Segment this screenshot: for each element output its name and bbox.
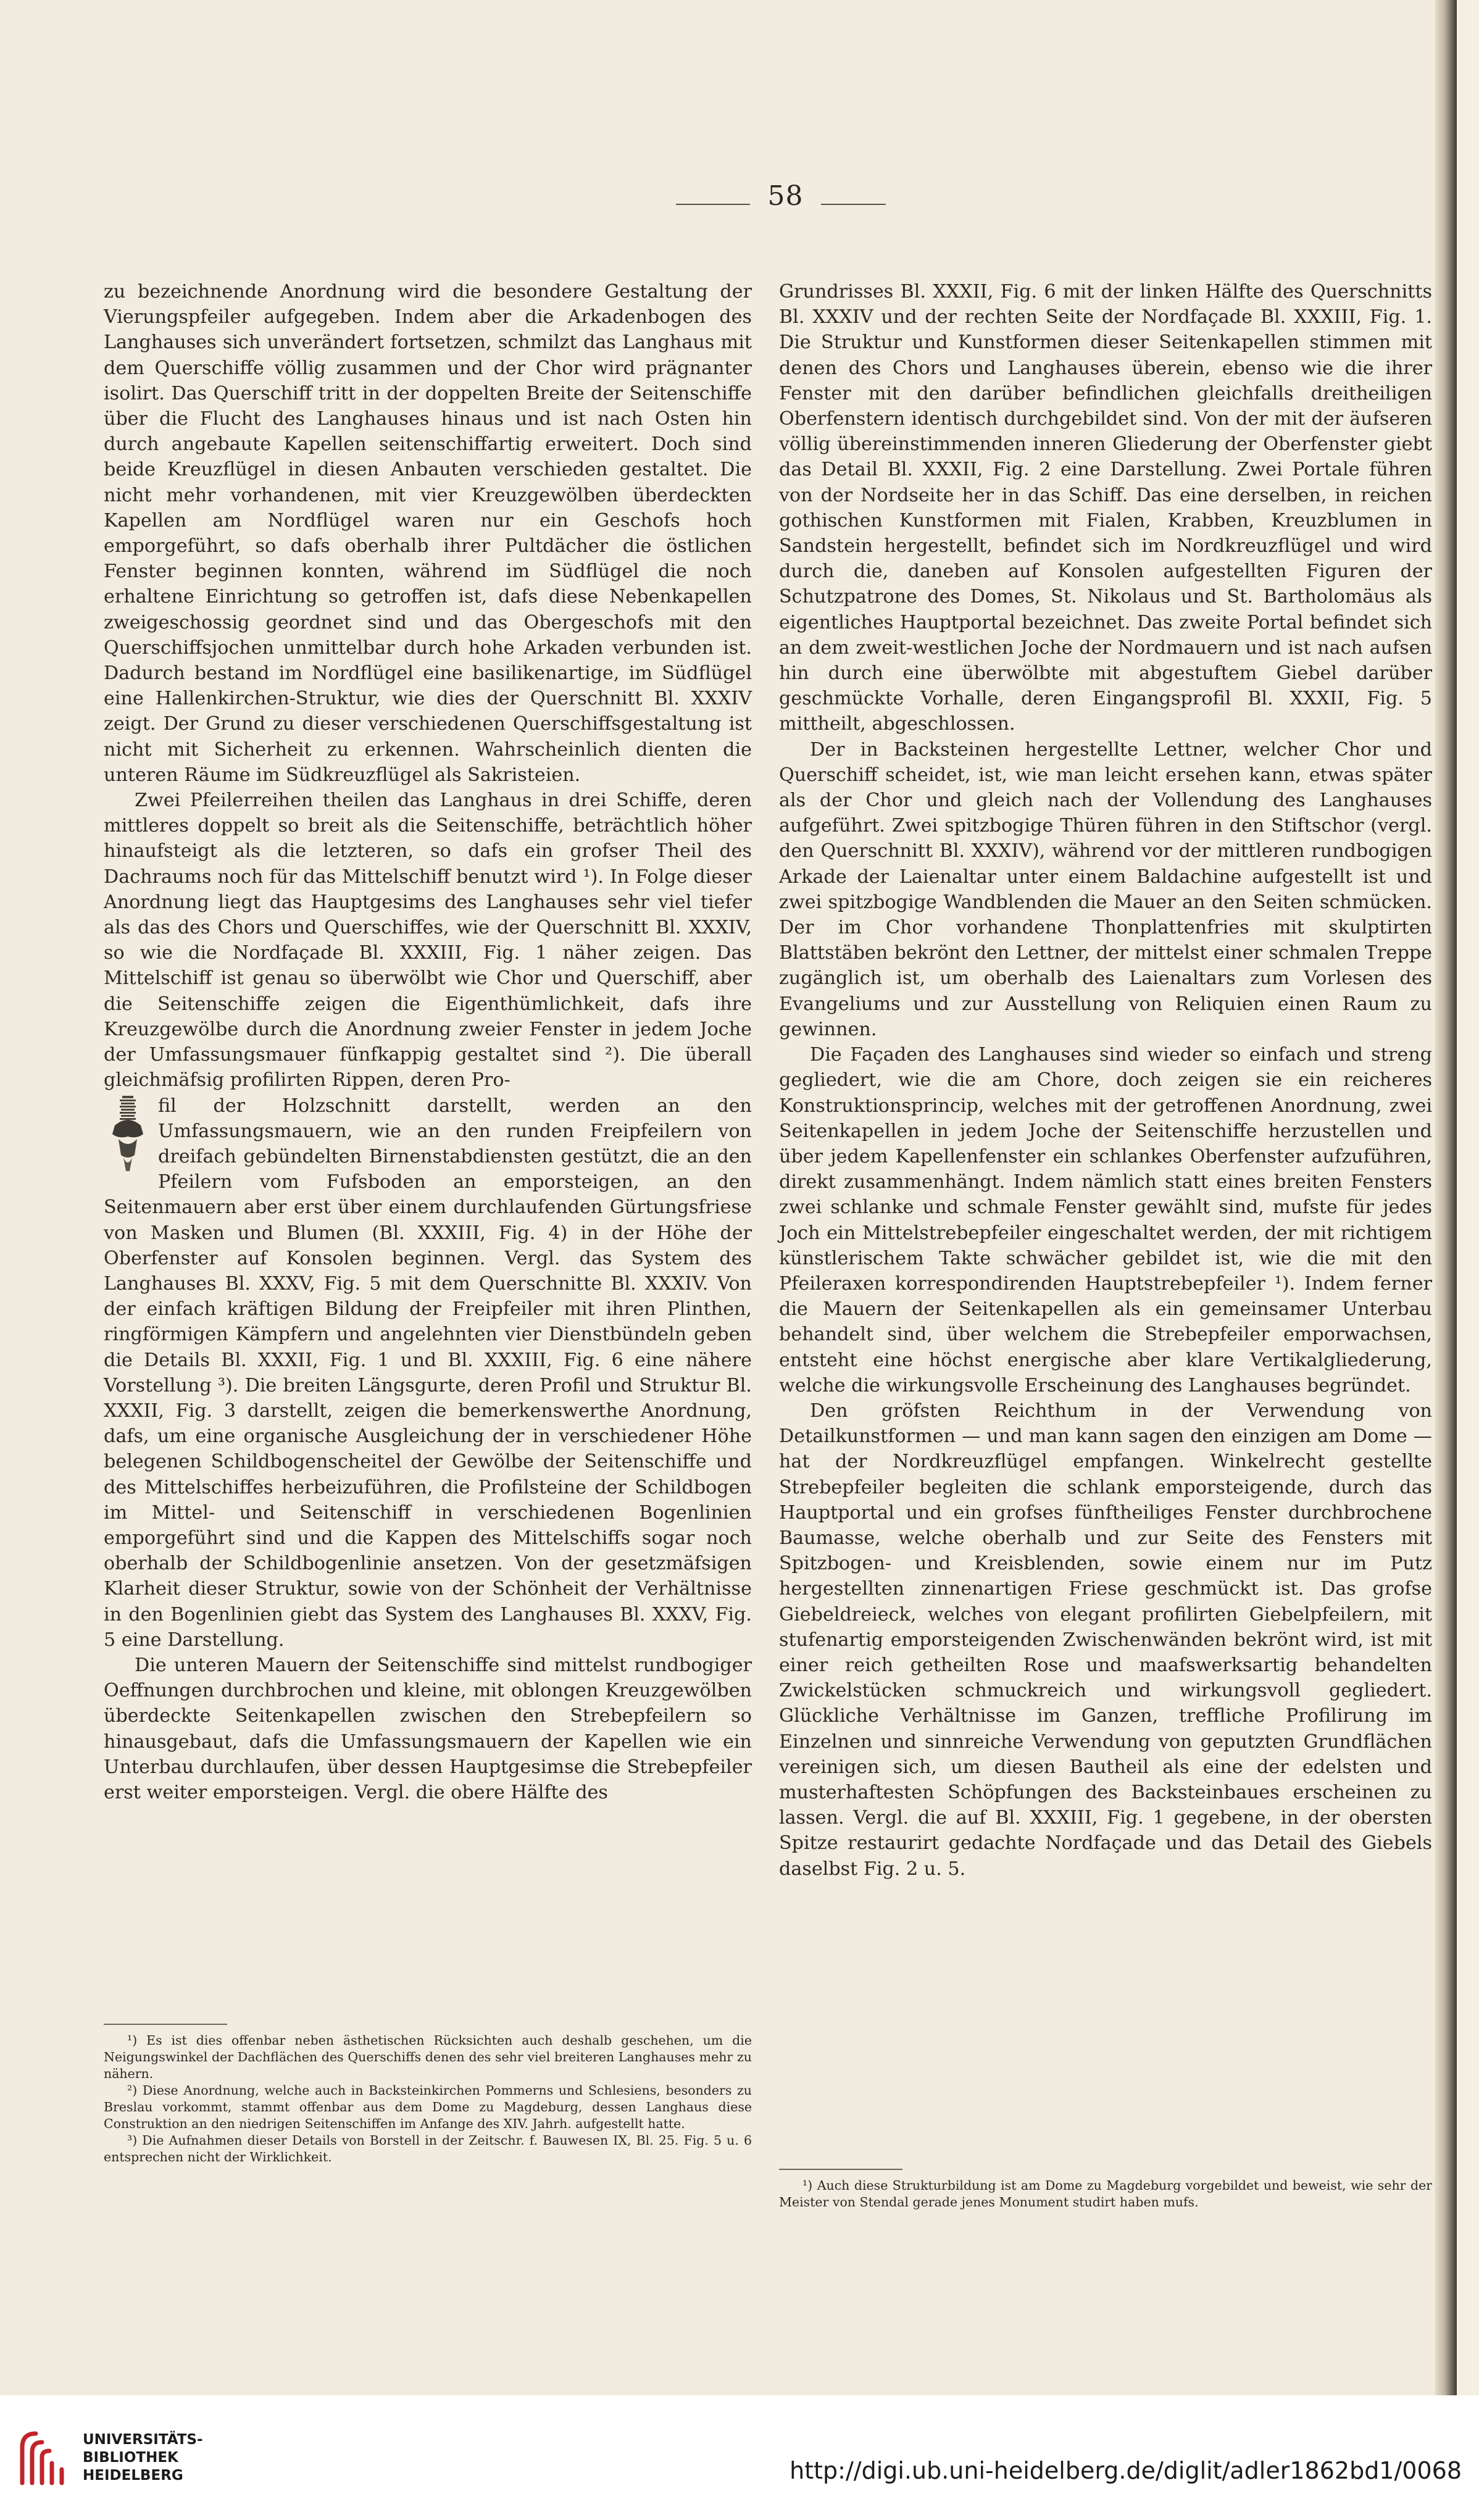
library-name-line: BIBLIOTHEK [83,2450,178,2466]
paragraph: Den gröfsten Reichthum in der Verwendung von Detailkunstformen — und man kann sagen den einzigen am Dome — hat der Nordkreuzflügel empfangen. Winkelrecht gestellte Strebepfeiler begleiten die schlank emporsteigende, durch das Hauptportal und ein grofses fünftheiliges Fenster durchbrochene Baumasse, welche oberhalb und zur Seite des Fensters mit Spitzbogen- und Kreisblenden, sowie einem nur im Putz hergestellten zinnenartigen Friese geschmückt ist. Das grofse Giebeldreieck, welches von elegant profilirten Giebelpfeilern, mit stufenartig emporsteigenden Zwischenwänden bekrönt wird, ist mit einer reich getheilten Rose und maafswerksartig behandelten Zwickelstücken schmuckreich und wirkungsvoll gegliedert. Glückliche Verhältnisse im Ganzen, treffliche Profilirung im Einzelnen und sinnreiche Verwendung von geputzten Grundflächen vereinigen sich, um diesen Bautheil als eine der edelsten und musterhaftesten Schöpfungen des Backsteinbaues erscheinen zu lassen. Vergl. die auf Bl. XXXIII, Fig. 1 gegebene, in der obersten Spitze restaurirt gedachte Nordfaçade und das Detail des Giebels daselbst Fig. 2 u. 5. [779,1400,1432,1880]
footnote: ²) Diese Anordnung, welche auch in Backsteinkirchen Pommerns und Schlesiens, besonders zu Breslau vorkommt, stammt offenbar aus dem Dome zu Magdeburg, dessen Langhaus diese Construktion an den niedrigen Seitenschiffen im Anfange des XIV. Jahrh. aufgestellt hatte. [104,2083,752,2131]
library-name [83,2431,203,2485]
paragraph-text: fil der Holzschnitt darstellt, werden an den Umfassungsmauern, wie an den runden Freipfeilern von dreifach gebündelten Birnenstabdiensten gestützt, die an den Pfeilern vom Fufsboden an emporsteigen, an den Seitenmauern aber erst über einem durchlaufenden Gürtungsfriese von Masken und Blumen (Bl. XXXIII, Fig. 4) in der Höhe der Oberfenster auf Konsolen beginnen. Vergl. das System des Langhauses Bl. XXXV, Fig. 5 mit dem Querschnitte Bl. XXXIV. Von der einfach kräftigen Bildung der Freipfeiler mit ihren Plinthen, ringförmigen Kämpfern und angelehnten vier Dienstbündeln geben die Details Bl. XXXII, Fig. 1 und Bl. XXXIII, Fig. 6 eine nähere Vorstellung ³). Die breiten Längsgurte, deren Profil und Struktur Bl. XXXII, Fig. 3 darstellt, zeigen die bemerkenswerthe Anordnung, dafs, um eine organische Ausgleichung der in verschiedener Höhe belegenen Schildbogenscheitel der Gewölbe der Seitenschiffe und des Mittelschiffes herbeizuführen, die Profilsteine der Schildbogen im Mittel- und Seitenschiff in verschiedenen Bogenlinien emporgeführt sind und die Kappen des Mittelschiffs sogar noch oberhalb der Schildbogenlinie ansetzen. Von der gesetzmäfsigen Klarheit dieser Struktur, sowie von der Schönheit der Verhältnisse in den Bogenlinien giebt das System des Langhauses Bl. XXXV, Fig. 5 eine Darstellung. [104,1095,752,1651]
page-number: 58 [767,180,804,212]
source-url-link[interactable]: http://digi.ub.uni-heidelberg.de/diglit/adler1862bd1/0068 [789,2457,1462,2484]
book-spine-edge [1435,0,1457,2395]
footnote: ¹) Es ist dies offenbar neben ästhetischen Rücksichten auch deshalb geschehen, um die Neigungswinkel der Dachflächen des Querschiffs denen des sehr viel breiteren Langhauses mehr zu nähern. [104,2033,752,2081]
left-text-column [104,279,752,1805]
university-logo-icon [17,2429,73,2488]
paragraph: zu bezeichnende Anordnung wird die besondere Gestaltung der Vierungspfeiler aufgegeben. Indem aber die Arkadenbogen des Langhauses sich unverändert fortsetzen, schmilzt das Langhaus mit dem Querschiffe völlig zusammen und der Chor wird prägnanter isolirt. Das Querschiff tritt in der doppelten Breite der Seitenschiffe über die Flucht des Langhauses hinaus und ist nach Osten hin durch angebaute Kapellen seitenschiffartig erweitert. Doch sind beide Kreuzflügel in diesen Anbauten verschieden gestaltet. Die nicht mehr vorhandenen, mit vier Kreuzgewölben überdeckten Kapellen am Nordflügel waren nur ein Geschofs hoch emporgeführt, so dafs oberhalb ihrer Pultdächer die östlichen Fenster beginnen konnten, während im Südflügel die noch erhaltene Einrichtung so getroffen ist, dafs diese Nebenkapellen zweigeschossig geordnet sind und das Obergeschofs mit den Querschiffsjochen unmittelbar durch hohe Arkaden verbunden ist. Dadurch bestand im Nordflügel eine basilikenartige, im Südflügel eine Hallenkirchen-Struktur, wie dies der Querschnitt Bl. XXXIV zeigt. Der Grund zu dieser verschiedenen Querschiffsgestaltung ist nicht mit Sicherheit zu erkennen. Wahrscheinlich dienten die unteren Räume im Südkreuzflügel als Sakristeien. [104,281,752,786]
footnote: ³) Die Aufnahmen dieser Details von Borstell in der Zeitschr. f. Bauwesen IX, Bl. 25. Fig. 5 u. 6 entsprechen nicht der Wirklichkeit. [104,2133,752,2164]
library-name-line: UNIVERSITÄTS- [83,2432,203,2448]
paragraph: Die unteren Mauern der Seitenschiffe sind mittelst rundbogiger Oeffnungen durchbrochen und kleine, mit oblongen Kreuzgewölben überdeckte Seitenkapellen zwischen den Strebepfeilern so hinausgebaut, dafs die Umfassungsmauern der Kapellen wie ein Unterbau durchlaufen, über dessen Hauptgesimse die Strebepfeiler erst weiter emporsteigen. Vergl. die obere Hälfte des [104,1654,752,1803]
header-rule-left [676,204,750,205]
paragraph-with-figure [104,1093,752,1653]
paragraph: Zwei Pfeilerreihen theilen das Langhaus in drei Schiffe, deren mittleres doppelt so breit als die Seitenschiffe, beträchtlich höher hinaufsteigt als die letzteren, so dafs ein grofser Theil des Dachraums noch für das Mittelschiff benutzt wird ¹). In Folge dieser Anordnung liegt das Hauptgesims des Langhauses sehr viel tiefer als das des Chors und Querschiffes, wie der Querschnitt Bl. XXXIV, so wie die Nordfaçade Bl. XXXIII, Fig. 1 näher zeigen. Das Mittelschiff ist genau so überwölbt wie Chor und Querschiff, aber die Seitenschiffe zeigen die Eigenthümlichkeit, dafs ihre Kreuzgewölbe durch die Anordnung zweier Fenster in jedem Joche der Umfassungsmauer fünfkappig gestaltet sind ²). Die überall gleichmäfsig profilirten Rippen, deren Pro- [104,790,752,1091]
paragraph: Die Façaden des Langhauses sind wieder so einfach und streng gegliedert, wie die am Chore, doch zeigen sie ein reicheres Konstruktionsprincip, welches mit der getroffenen Anordnung, zwei Seitenkapellen in jedem Joche der Seitenschiffe herzustellen und über jedem Kapellenfenster ein schlankes Oberfenster aufzuführen, direkt zusammenhängt. Indem nämlich statt eines breiten Fensters zwei schlanke und schmale Fenster gewählt sind, mufste für jedes Joch ein Mittelstrebepfeiler eingeschaltet werden, der mit richtigem künstlerischem Takte schwächer gebildet ist, wie die mit den Pfeileraxen korrespondirenden Hauptstrebepfeiler ¹). Indem ferner die Mauern der Seitenkapellen als ein gemeinsamer Unterbau behandelt sind, über welchem die Strebepfeiler emporwachsen, entsteht eine höchst energische aber klare Vertikalgliederung, welche die wirkungsvolle Erscheinung des Langhauses begründet. [779,1044,1432,1396]
paragraph: Grundrisses Bl. XXXII, Fig. 6 mit der linken Hälfte des Querschnitts Bl. XXXIV und der rechten Seite der Nordfaçade Bl. XXXIII, Fig. 1. Die Struktur und Kunstformen dieser Seitenkapellen stimmen mit denen des Chors und Langhauses überein, ebenso wie die ihrer Fenster mit den darüber befindlichen gleichfalls dreitheiligen Oberfenstern identisch durchgebildet sind. Von der mit der äufseren völlig übereinstimmenden inneren Gliederung der Oberfenster giebt das Detail Bl. XXXII, Fig. 2 eine Darstellung. Zwei Portale führen von der Nordseite her in das Schiff. Das eine derselben, in reichen gothischen Kunstformen mit Fialen, Krabben, Kreuzblumen in Sandstein hergestellt, befindet sich im Nordkreuzflügel und wird durch die, daneben auf Konsolen aufgestellten Figuren der Schutzpatrone des Domes, St. Nikolaus und St. Bartholomäus als eigentliches Hauptportal bezeichnet. Das zweite Portal befindet sich an dem zweit-westlichen Joche der Nordmauern und ist nach aufsen hin durch eine überwölbte mit abgestuftem Giebel darüber geschmückte Vorhalle, deren Eingangsprofil Bl. XXXII, Fig. 5 mittheilt, abgeschlossen. [779,281,1432,735]
footnote: ¹) Auch diese Strukturbildung ist am Dome zu Magdeburg vorgebildet und beweist, wie sehr der Meister von Stendal gerade jenes Monument studirt haben mufs. [779,2178,1432,2209]
library-name-line: HEIDELBERG [83,2468,183,2484]
header-rule-right [821,204,886,205]
right-text-column [779,279,1432,1882]
paragraph: Der in Backsteinen hergestellte Lettner, welcher Chor und Querschiff scheidet, ist, wie man leicht ersehen kann, etwas später als der Chor und gleich nach der Vollendung des Langhauses aufgeführt. Zwei spitzbogige Thüren führen in den Stiftschor (vergl. den Querschnitt Bl. XXXIV), während vor der mittleren rundbogigen Arkade der Laienaltar unter einem Baldachine aufgestellt ist und zwei spitzbogige Wandblenden die Mauer an den Seiten schmücken. Der im Chor vorhandene Thonplattenfries mit skulptirten Blattstäben bekrönt den Lettner, der mittelst einer schmalen Treppe zugänglich ist, um oberhalb des Laienaltars zum Vorlesen des Evangeliums und zur Ausstellung von Reliquien einen Raum zu gewinnen. [779,738,1432,1040]
footnote-rule [104,2024,227,2025]
library-footer [0,2395,1479,2520]
pillar-profile-icon [106,1096,149,1172]
right-footnotes [779,2169,1432,2211]
left-footnotes [104,2024,752,2166]
footnote-rule [779,2169,902,2170]
